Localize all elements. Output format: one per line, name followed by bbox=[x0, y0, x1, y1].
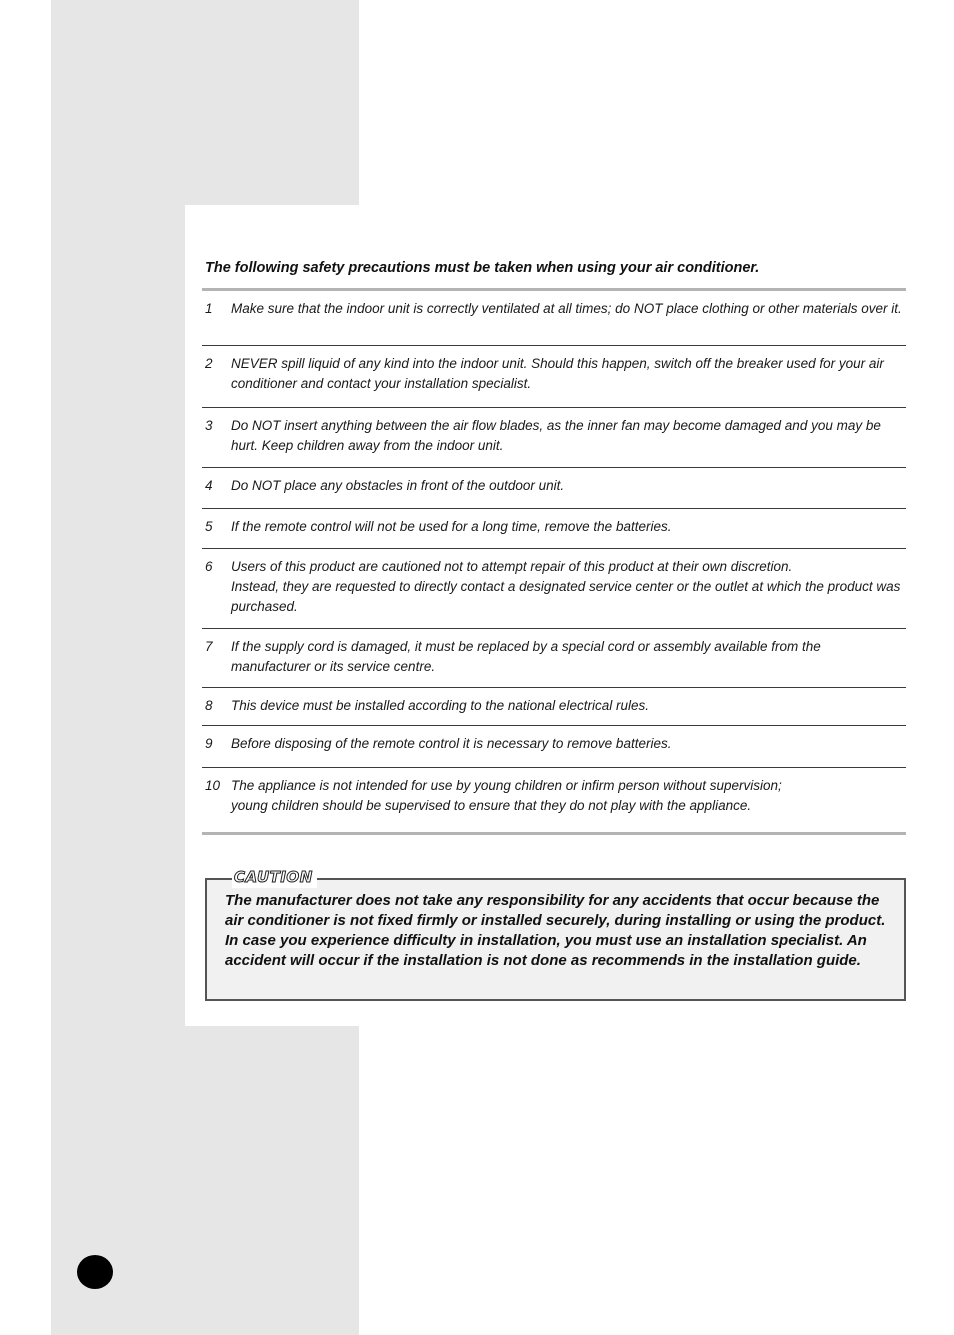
precaution-item-3 bbox=[202, 408, 906, 468]
item-number: 10 bbox=[205, 778, 221, 793]
item-number: 4 bbox=[205, 478, 213, 493]
item-number: 6 bbox=[205, 559, 213, 574]
item-text: This device must be installed according to the national electrical rules. bbox=[231, 698, 649, 713]
item-number: 9 bbox=[205, 736, 213, 751]
item-number: 1 bbox=[205, 301, 213, 316]
precaution-item-7 bbox=[202, 629, 906, 688]
precaution-item-10 bbox=[202, 768, 906, 835]
item-text: Do NOT place any obstacles in front of the outdoor unit. bbox=[231, 478, 565, 493]
item-number: 8 bbox=[205, 698, 213, 713]
item-text: Make sure that the indoor unit is correctly ventilated at all times; do NOT place clothing or other materials over it. bbox=[231, 301, 902, 316]
item-text: If the remote control will not be used for a long time, remove the batteries. bbox=[231, 519, 672, 534]
page-marker-dot bbox=[77, 1255, 113, 1289]
precaution-item-2 bbox=[202, 346, 906, 408]
item-text: NEVER spill liquid of any kind into the indoor unit. Should this happen, switch off the breaker used for your air conditioner and contact your installation specialist. bbox=[231, 356, 884, 391]
precaution-item-8 bbox=[202, 688, 906, 726]
intro-heading: The following safety precautions must be taken when using your air conditioner. bbox=[205, 260, 760, 276]
precaution-item-5 bbox=[202, 509, 906, 549]
caution-label: CAUTION bbox=[232, 866, 317, 888]
item-text: If the supply cord is damaged, it must be replaced by a special cord or assembly available from the manufacturer or its service centre. bbox=[231, 639, 821, 674]
item-text: The appliance is not intended for use by young children or infirm person without supervision; young children should be supervised to ensure that they do not play with the appliance. bbox=[231, 778, 782, 813]
caution-text: The manufacturer does not take any responsibility for any accidents that occur because the air conditioner is not fixed firmly or installed securely, during installing or using the product. In case you experience difficulty in installation, you must use an installation specialist. An accident will occur if the installation is not done as recommends in the installation guide. bbox=[225, 892, 886, 969]
precaution-item-1 bbox=[202, 291, 906, 346]
precaution-item-9 bbox=[202, 726, 906, 768]
item-number: 5 bbox=[205, 519, 213, 534]
item-number: 7 bbox=[205, 639, 213, 654]
precaution-item-6 bbox=[202, 549, 906, 629]
item-number: 2 bbox=[205, 356, 213, 371]
item-text: Do NOT insert anything between the air flow blades, as the inner fan may become damaged and you may be hurt. Keep children away from the indoor unit. bbox=[231, 418, 881, 453]
precaution-item-4 bbox=[202, 468, 906, 509]
item-number: 3 bbox=[205, 418, 213, 433]
item-text: Users of this product are cautioned not to attempt repair of this product at their own discretion. Instead, they are requested to directly contact a designated service center or the outlet at which the product was purchased. bbox=[231, 559, 901, 614]
item-text: Before disposing of the remote control it is necessary to remove batteries. bbox=[231, 736, 672, 751]
